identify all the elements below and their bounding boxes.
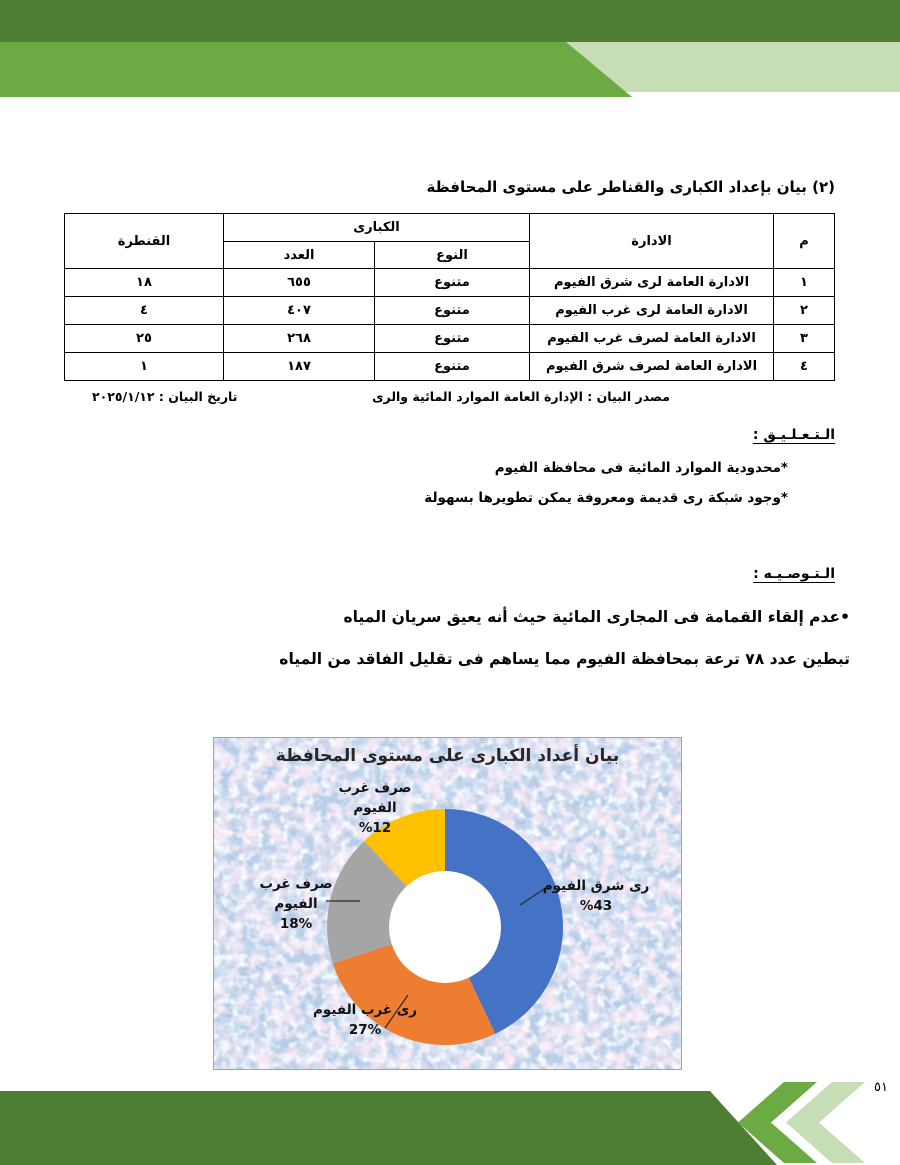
comment-items: [424, 453, 788, 513]
cell-type: متنوع: [375, 297, 530, 325]
cell-count: ٤٠٧: [223, 297, 374, 325]
cell-type: متنوع: [375, 325, 530, 353]
chart-label-bottom: رى غرب الفيوم 27%: [312, 1002, 417, 1038]
table-row: [64, 353, 834, 381]
table-header-row: [64, 214, 834, 242]
recommendation-item: •عدم إلقاء القمامة فى المجارى المائية حيث أنه يعيق سريان المياه: [343, 608, 850, 626]
data-date-label: تاريخ البيان :: [158, 389, 238, 404]
cell-qantara: ٤: [64, 297, 223, 325]
bridges-table-wrap: [65, 213, 835, 381]
recommendation-item: تبطين عدد ٧٨ ترعة بمحافظة الفيوم مما يساهم فى تقليل الفاقد من المياه: [279, 650, 850, 668]
cell-serial: ٤: [774, 353, 835, 381]
cell-count: ٦٥٥: [223, 269, 374, 297]
cell-qantara: ٢٥: [64, 325, 223, 353]
cell-qantara: ١: [64, 353, 223, 381]
table-row: [64, 297, 834, 325]
cell-serial: ٢: [774, 297, 835, 325]
page-number: ٥١: [874, 1080, 888, 1095]
cell-serial: ٣: [774, 325, 835, 353]
data-date: [92, 389, 237, 404]
cell-administration: الادارة العامة لصرف غرب الفيوم: [530, 325, 774, 353]
cell-count: ٢٦٨: [223, 325, 374, 353]
col-header-administration: الادارة: [530, 214, 774, 269]
chart-title: بيان أعداد الكبارى على مستوى المحافظة: [275, 746, 620, 766]
cell-administration: الادارة العامة لصرف شرق الفيوم: [530, 353, 774, 381]
recommendation-heading: الـتـوصـيـه :: [753, 566, 835, 582]
col-header-bridges: الكبارى: [223, 214, 529, 242]
col-header-serial: م: [774, 214, 835, 269]
chart-label-top: صرف غرب الفيوم %12: [338, 780, 412, 836]
comment-item: *وجود شبكة رى قديمة ومعروفة يمكن تطويرها بسهولة: [424, 490, 788, 506]
comment-heading: الـتـعـلـيـق :: [752, 427, 835, 443]
table-row: [64, 325, 834, 353]
cell-type: متنوع: [375, 269, 530, 297]
footer-band-dark: [0, 1091, 777, 1165]
col-header-qantara: القنطرة: [64, 214, 223, 269]
table-row: [64, 269, 834, 297]
page-title: (٢) بيان بإعداد الكبارى والقناطر على مستوى المحافظة: [426, 178, 835, 196]
col-header-type: النوع: [375, 242, 530, 269]
cell-administration: الادارة العامة لرى غرب الفيوم: [530, 297, 774, 325]
cell-type: متنوع: [375, 353, 530, 381]
cell-count: ١٨٧: [223, 353, 374, 381]
bridges-table: [64, 213, 835, 381]
chart-label-right: رى شرق الفيوم %43: [542, 878, 650, 914]
col-header-count: العدد: [223, 242, 374, 269]
data-source: مصدر البيان : الإدارة العامة الموارد المائية والرى: [372, 389, 670, 404]
cell-qantara: ١٨: [64, 269, 223, 297]
header-band-dark: [0, 0, 900, 42]
chart-label-left: صرف غرب الفيوم 18%: [259, 876, 333, 932]
cell-administration: الادارة العامة لرى شرق الفيوم: [530, 269, 774, 297]
data-date-value: ٢٠٢٥/١/١٢: [92, 389, 155, 404]
cell-serial: ١: [774, 269, 835, 297]
bridges-donut-chart: [213, 737, 682, 1070]
donut-hole: [389, 871, 501, 983]
comment-item: *محدودية الموارد المائية فى محافظة الفيوم: [494, 460, 788, 476]
